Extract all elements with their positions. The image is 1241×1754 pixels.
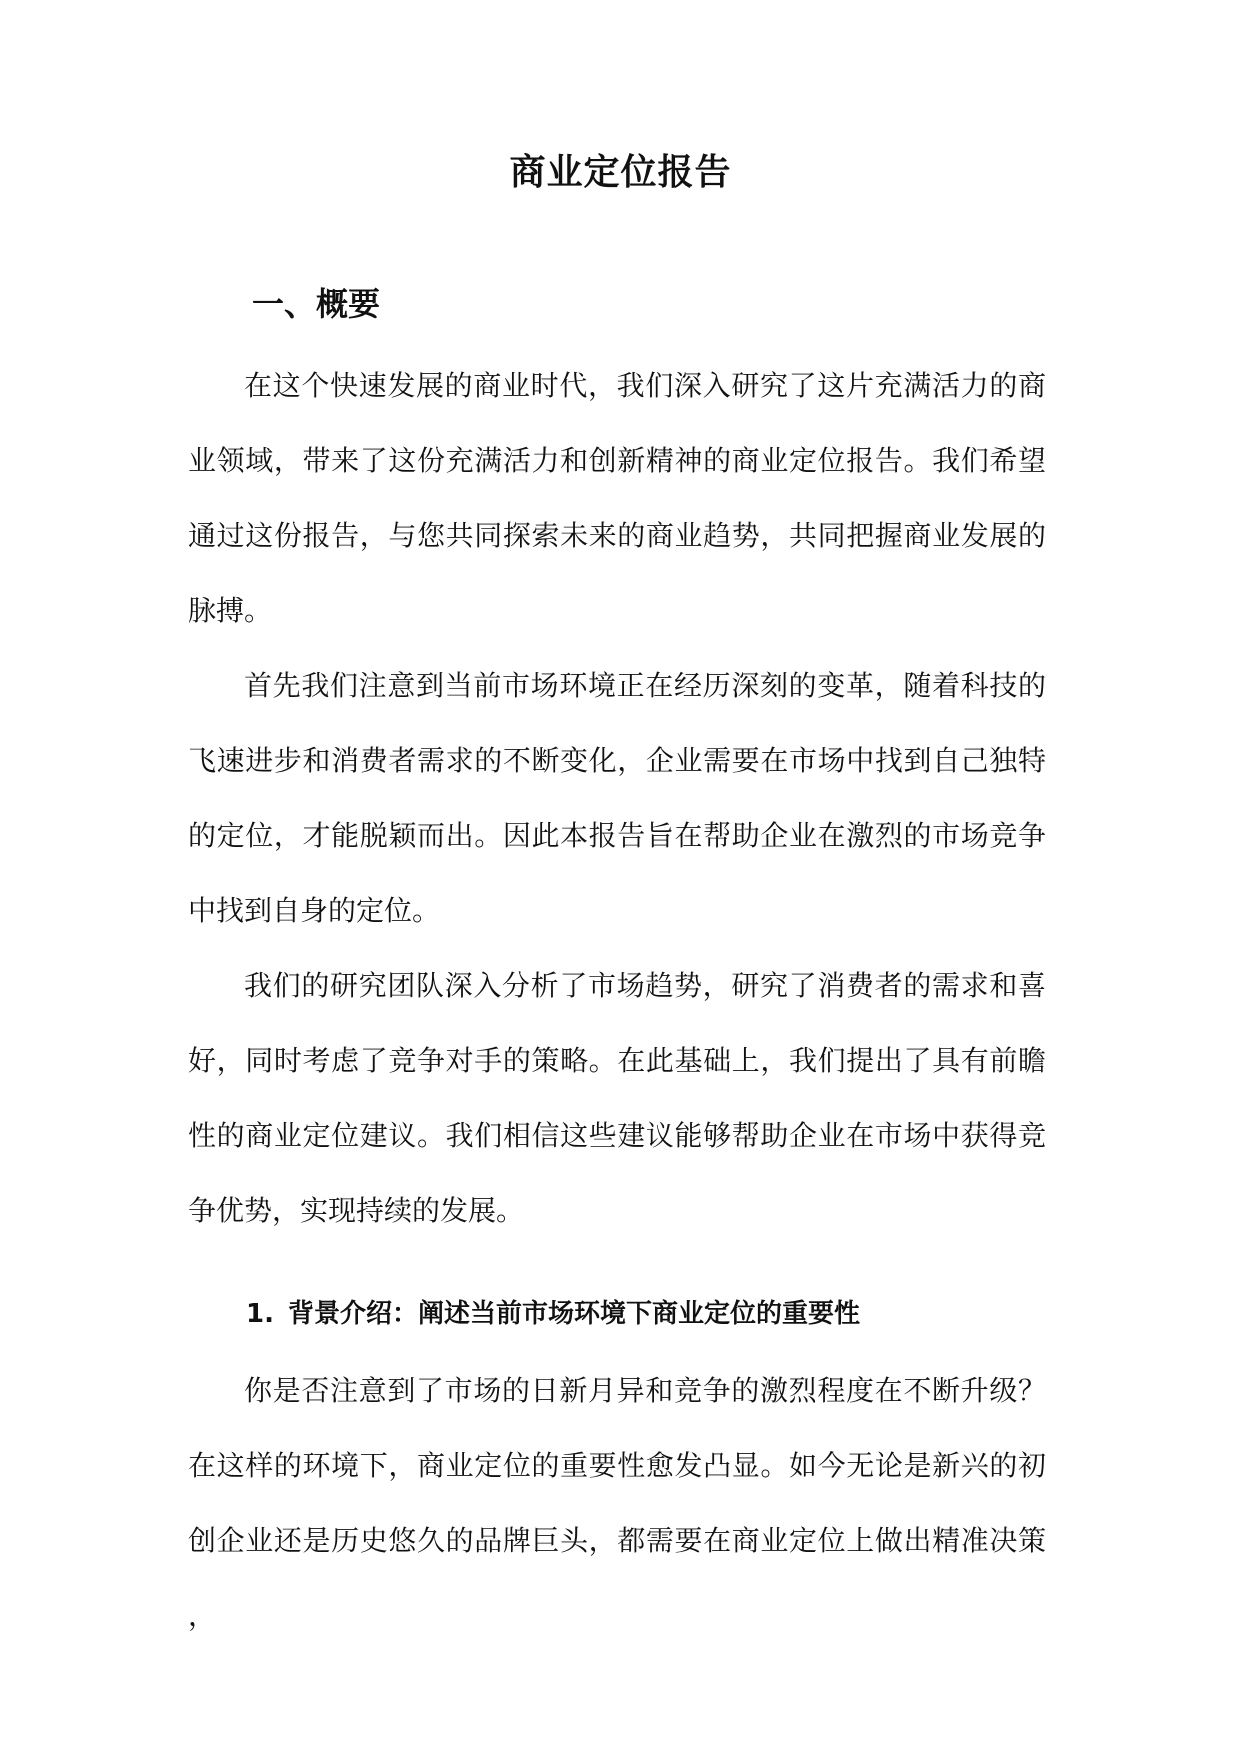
paragraph-research-team: 我们的研究团队深入分析了市场趋势，研究了消费者的需求和喜好，同时考虑了竞争对手的策略。在此基础上，我们提出了具有前瞻性的商业定位建议。我们相信这些建议能够帮助企业在市场中获得竞争优势，实现持续的发展。 [188,969,1046,1227]
paragraph-intro: 在这个快速发展的商业时代，我们深入研究了这片充满活力的商业领域，带来了这份充满活力和创新精神的商业定位报告。我们希望通过这份报告，与您共同探索未来的商业趋势，共同把握商业发展的脉搏。 [188,369,1046,627]
subsection-title: 背景介绍：阐述当前市场环境下商业定位的重要性 [288,1299,861,1329]
document-title: 商业定位报告 [509,152,732,193]
subsection-heading-background [246,1294,860,1334]
paragraph-background: 你是否注意到了市场的日新月异和竞争的激烈程度在不断升级？在这样的环境下，商业定位的重要性愈发凸显。如今无论是新兴的初创企业还是历史悠久的品牌巨头，都需要在商业定位上做出精准决策， [188,1374,1046,1632]
subsection-number: 1. [246,1299,274,1329]
section-heading-overview: 一、概要 [252,285,381,323]
paragraph-market-change: 首先我们注意到当前市场环境正在经历深刻的变革，随着科技的飞速进步和消费者需求的不断变化，企业需要在市场中找到自己独特的定位，才能脱颖而出。因此本报告旨在帮助企业在激烈的市场竞争中找到自身的定位。 [188,669,1046,927]
